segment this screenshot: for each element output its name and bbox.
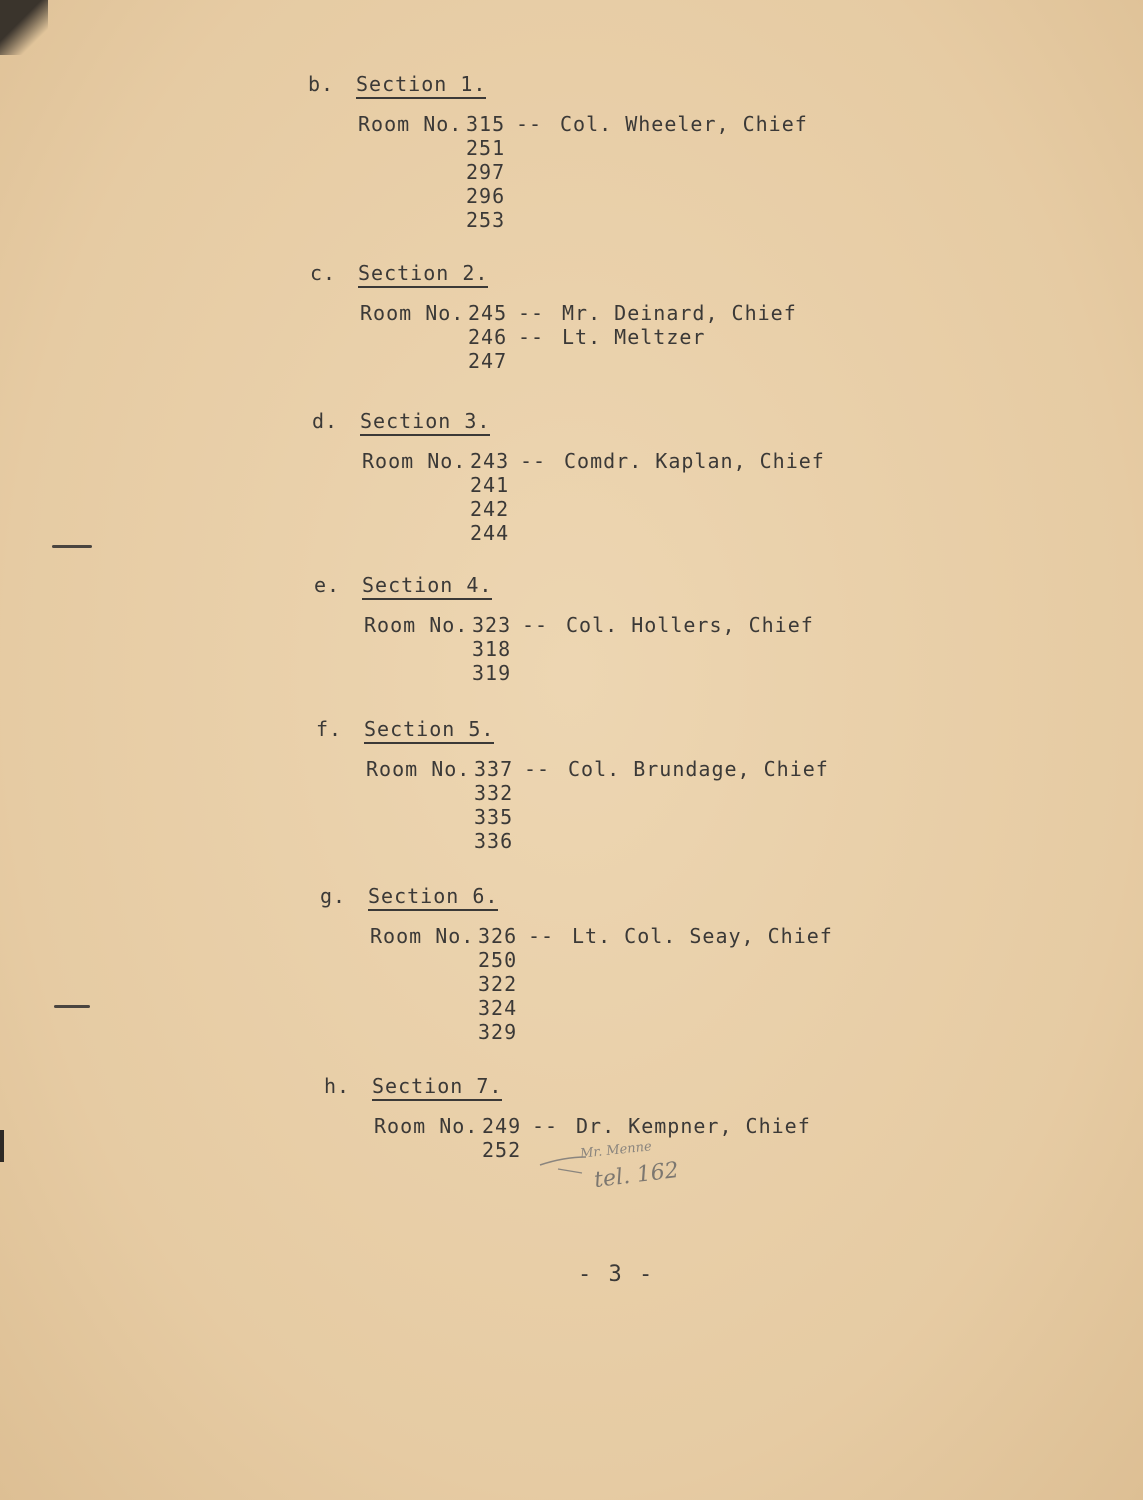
room-row [370,1020,890,1044]
room-label: Room No. [370,924,475,948]
section-title: Section 6. [368,884,498,911]
section-letter: d. [312,409,339,433]
room-row [358,208,878,232]
room-row [362,473,882,497]
room-list [360,301,880,373]
room-number: 335 [474,805,514,829]
room-number: 246 [468,325,508,349]
room-row [362,521,882,545]
room-row [358,184,878,208]
room-row [366,829,886,853]
room-label: Room No. [364,613,469,637]
separator-dash: -- [532,1114,559,1138]
room-number: 243 [470,449,510,473]
room-list [370,924,890,1044]
margin-mark [52,545,92,548]
room-label: Room No. [366,757,471,781]
person-name: Mr. Deinard, Chief [562,301,797,325]
section-title: Section 2. [358,261,488,288]
margin-mark [54,1005,90,1008]
room-number: 336 [474,829,514,853]
handwritten-name: Mr. Menne [579,1139,653,1162]
room-row [374,1114,894,1138]
section-letter: e. [314,573,341,597]
section-letter: f. [316,717,343,741]
room-number: 247 [468,349,508,373]
section-title: Section 5. [364,717,494,744]
section-title: Section 4. [362,573,492,600]
separator-dash: -- [516,112,543,136]
room-row [366,757,886,781]
room-row [360,349,880,373]
separator-dash: -- [524,757,551,781]
room-label: Room No. [362,449,467,473]
room-number: 241 [470,473,510,497]
room-row [360,325,880,349]
person-name: Col. Hollers, Chief [566,613,814,637]
handwritten-tel: tel. 162 [592,1157,681,1194]
section-letter: h. [324,1074,351,1098]
room-label: Room No. [374,1114,479,1138]
section-title: Section 1. [356,72,486,99]
room-label: Room No. [358,112,463,136]
room-row [358,112,878,136]
room-number: 249 [482,1114,522,1138]
room-row [370,924,890,948]
person-name: Col. Brundage, Chief [568,757,829,781]
room-row [360,301,880,325]
room-number: 319 [472,661,512,685]
room-number: 296 [466,184,506,208]
room-number: 297 [466,160,506,184]
room-number: 250 [478,948,518,972]
room-row [364,613,884,637]
room-list [358,112,878,232]
person-name: Dr. Kempner, Chief [576,1114,811,1138]
separator-dash: -- [528,924,555,948]
person-name: Lt. Meltzer [562,325,706,349]
room-row [358,136,878,160]
room-number: 245 [468,301,508,325]
torn-corner [0,0,48,55]
room-row [362,449,882,473]
room-number: 332 [474,781,514,805]
person-name: Col. Wheeler, Chief [560,112,808,136]
section-title: Section 7. [372,1074,502,1101]
separator-dash: -- [520,449,547,473]
room-row [364,637,884,661]
room-number: 251 [466,136,506,160]
room-number: 329 [478,1020,518,1044]
room-number: 242 [470,497,510,521]
room-row [364,661,884,685]
section-letter: g. [320,884,347,908]
separator-dash: -- [518,325,545,349]
person-name: Lt. Col. Seay, Chief [572,924,833,948]
room-number: 315 [466,112,506,136]
room-number: 318 [472,637,512,661]
room-number: 326 [478,924,518,948]
room-number: 252 [482,1138,522,1162]
page-number: - 3 - [578,1262,655,1287]
handwritten-note [538,1139,738,1203]
room-number: 244 [470,521,510,545]
separator-dash: -- [522,613,549,637]
room-number: 324 [478,996,518,1020]
binder-mark [0,1130,4,1162]
room-row [358,160,878,184]
room-list [366,757,886,853]
room-row [370,972,890,996]
room-label: Room No. [360,301,465,325]
room-row [366,781,886,805]
room-number: 253 [466,208,506,232]
room-row [370,948,890,972]
section-title: Section 3. [360,409,490,436]
room-list [362,449,882,545]
room-number: 322 [478,972,518,996]
room-row [362,497,882,521]
person-name: Comdr. Kaplan, Chief [564,449,825,473]
separator-dash: -- [518,301,545,325]
room-row [366,805,886,829]
room-number: 323 [472,613,512,637]
room-list [364,613,884,685]
room-row [370,996,890,1020]
room-number: 337 [474,757,514,781]
section-letter: b. [308,72,335,96]
section-letter: c. [310,261,337,285]
